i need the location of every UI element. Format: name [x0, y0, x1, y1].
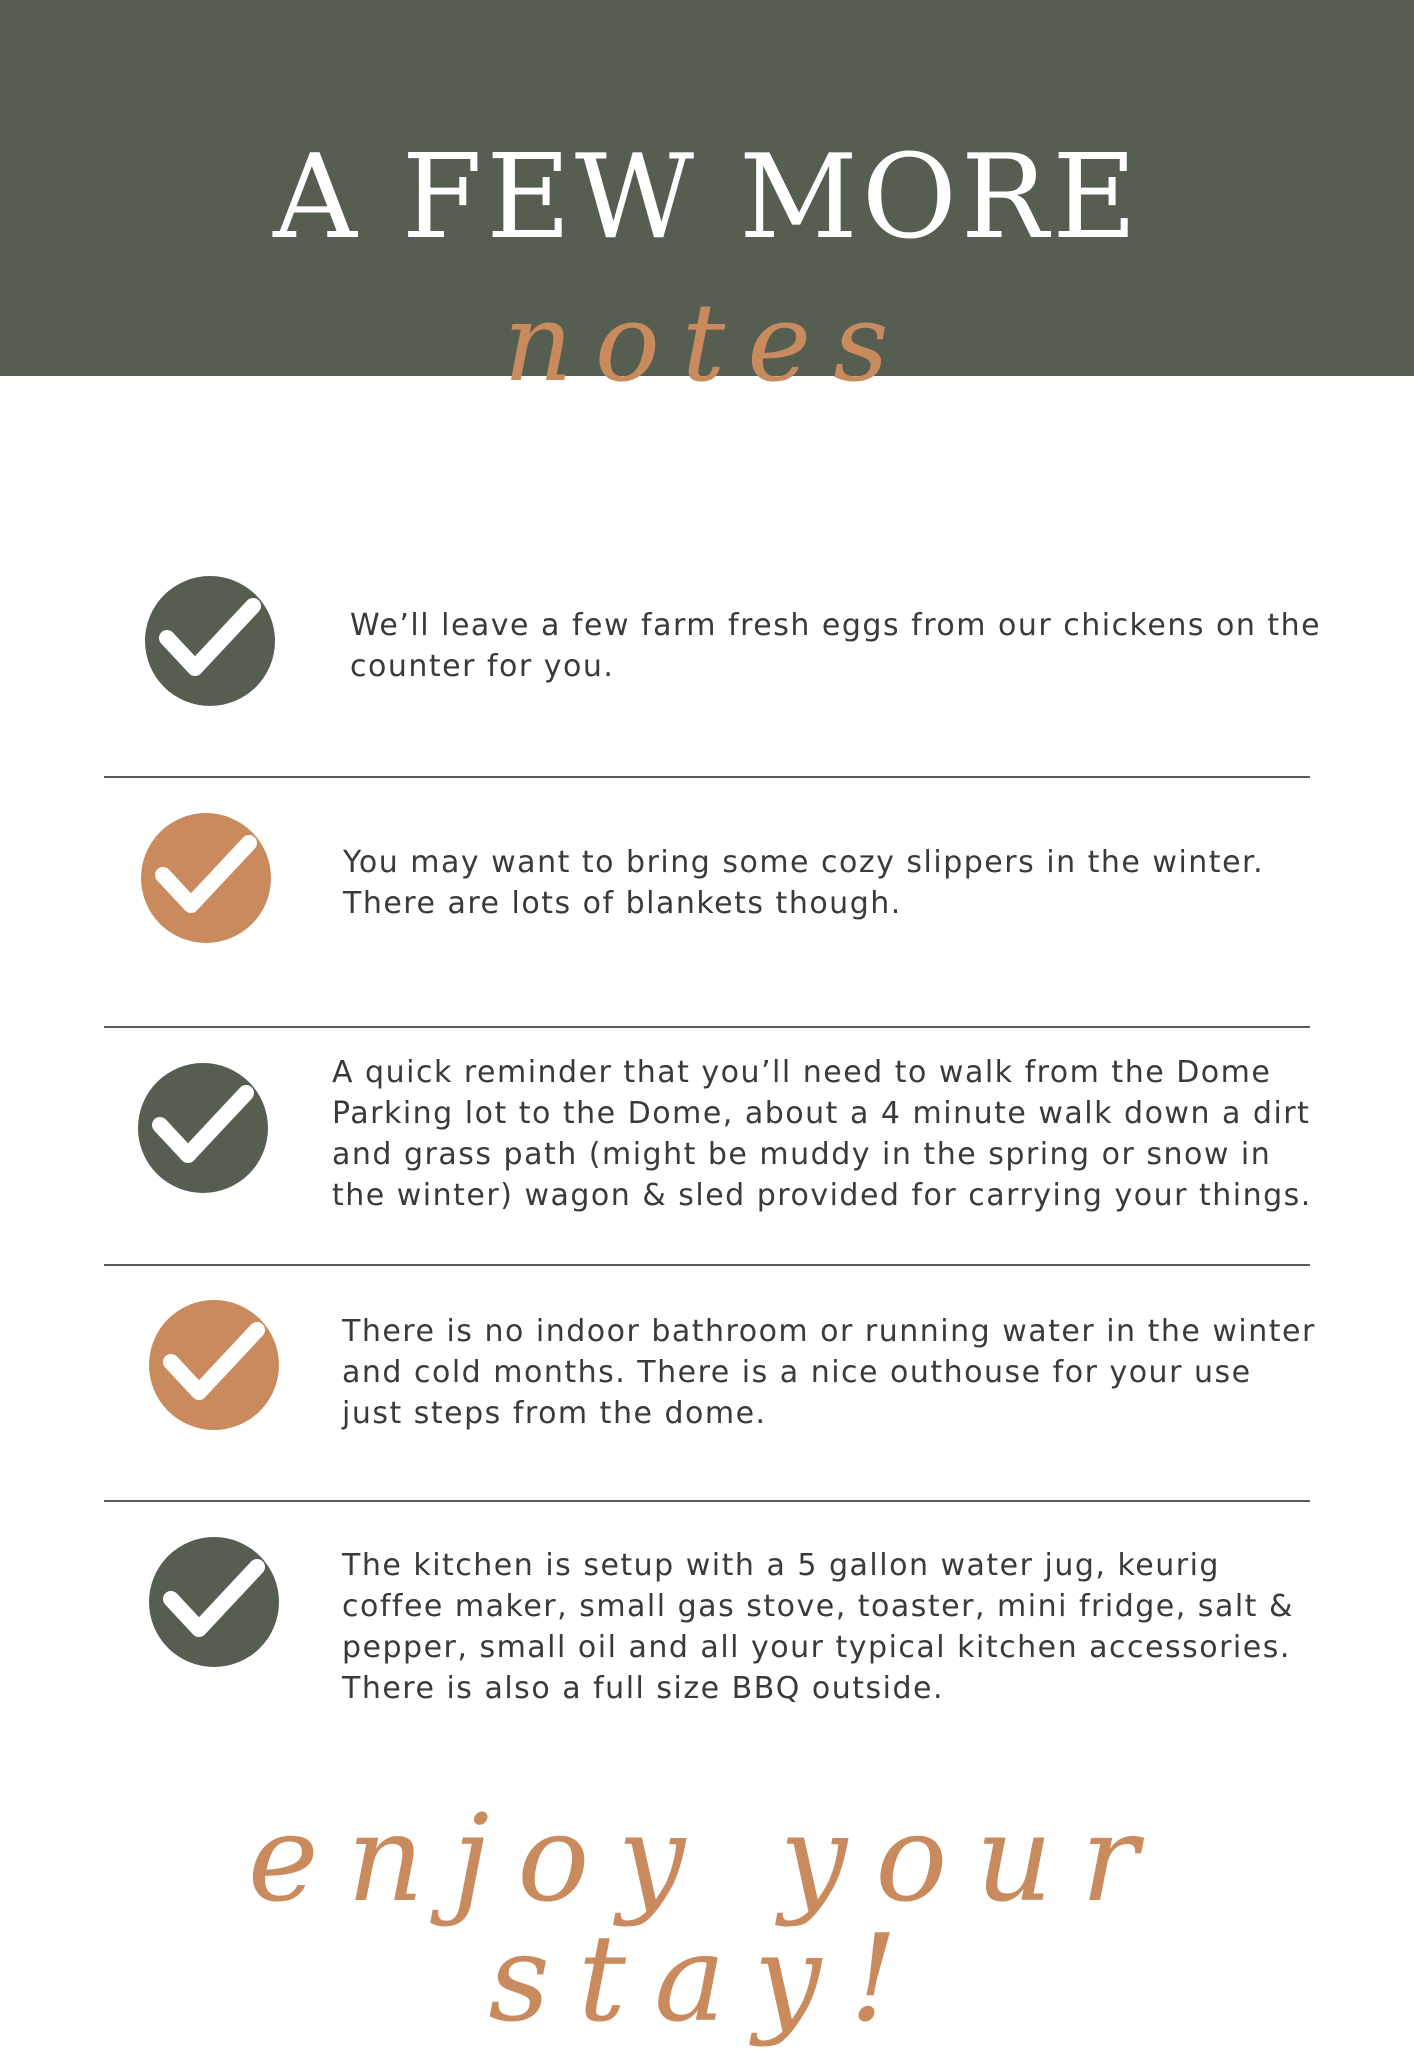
- note-text: We’ll leave a few farm fresh eggs from our chickens on the counter for you.: [350, 608, 1322, 684]
- check-icon: [141, 813, 271, 943]
- divider: [104, 1500, 1310, 1502]
- check-icon: [149, 1300, 279, 1430]
- page-subtitle: notes: [503, 281, 911, 406]
- divider: [104, 776, 1310, 778]
- note-text: There is no indoor bathroom or running water in the winter and cold months. There is a nice outhouse for your use just steps from the dome.: [342, 1314, 1316, 1431]
- footer-greeting: enjoy your stay!: [247, 1790, 1167, 2049]
- check-icon: [138, 1063, 268, 1193]
- divider: [104, 1264, 1310, 1266]
- check-icon: [145, 576, 275, 706]
- note-text: You may want to bring some cozy slippers in the winter. There are lots of blankets though.: [343, 845, 1265, 921]
- check-icon: [149, 1537, 279, 1667]
- note-text: The kitchen is setup with a 5 gallon water jug, keurig coffee maker, small gas stove, toaster, mini fridge, salt & pepper, small oil and all your typical kitchen accessories. There is also a full size BBQ outside.: [342, 1548, 1294, 1706]
- page-title: A FEW MORE: [273, 130, 1141, 265]
- note-text: A quick reminder that you’ll need to walk from the Dome Parking lot to the Dome, about a 4 minute walk down a dirt and grass path (might be muddy in the spring or snow in the winter) wagon & sled provided for carrying your things.: [332, 1055, 1312, 1213]
- divider: [104, 1026, 1310, 1028]
